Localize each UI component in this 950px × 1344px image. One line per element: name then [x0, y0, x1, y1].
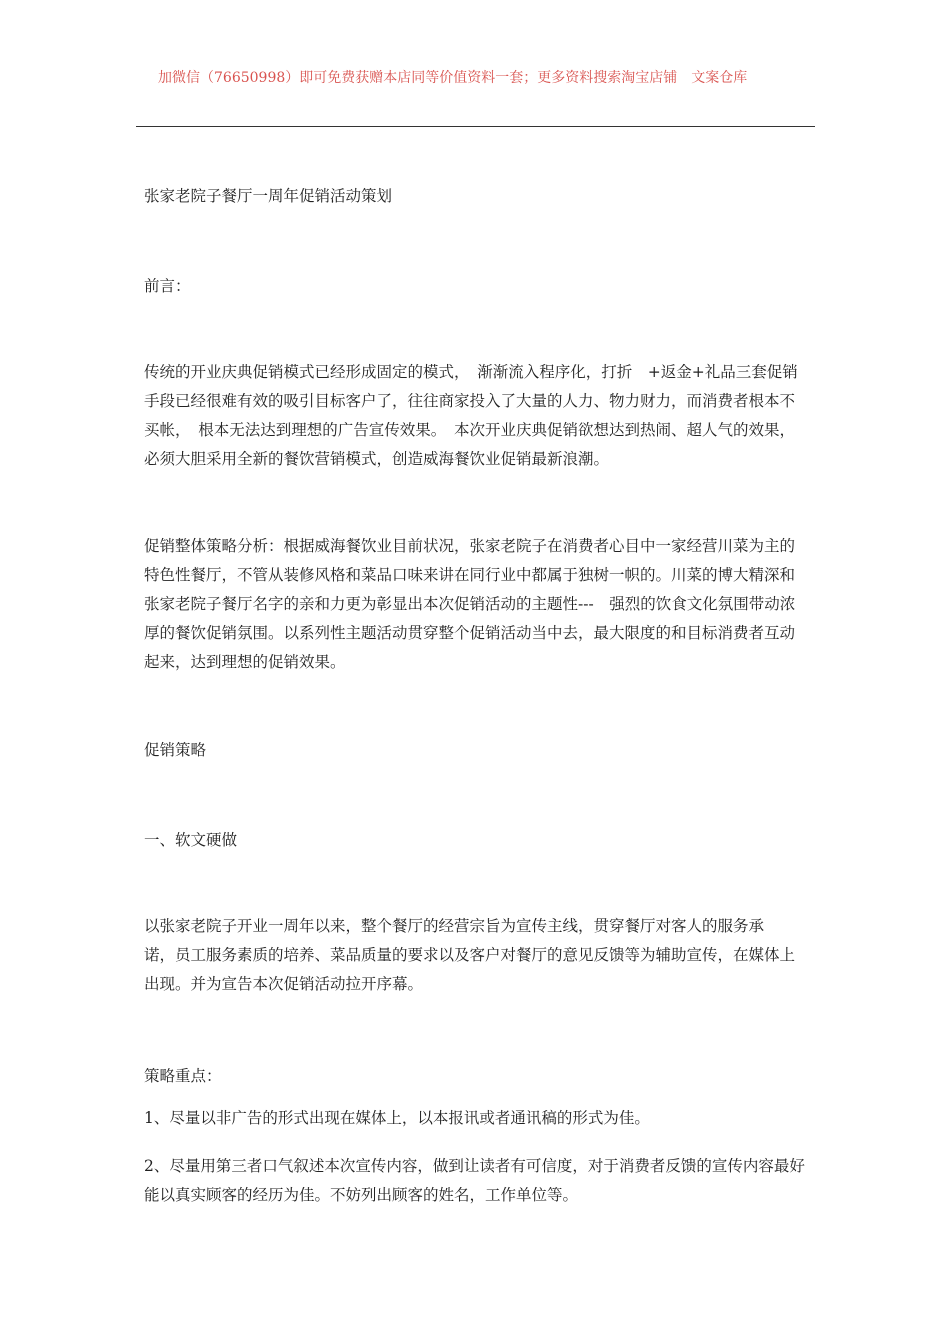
key-point-1: 1、尽量以非广告的形式出现在媒体上，以本报讯或者通讯稿的形式为佳。 — [144, 1109, 650, 1127]
strategy-heading: 促销策略 — [144, 741, 207, 759]
key-points-label: 策略重点： — [144, 1067, 222, 1085]
header-divider — [136, 126, 815, 127]
section-one-heading: 一、软文硬做 — [144, 831, 238, 849]
document-title: 张家老院子餐厅一周年促销活动策划 — [144, 187, 393, 205]
key-point-2: 2、尽量用第三者口气叙述本次宣传内容，做到让读者有可信度，对于消费者反馈的宣传内容最好 能以真实顾客的经历为佳。不妨列出顾客的姓名，工作单位等。 — [144, 1157, 821, 1204]
header-promo-note: 加微信（76650998）即可免费获赠本店同等价值资料一套；更多资料搜索淘宝店铺 文案仓库 — [158, 70, 748, 86]
preface-label: 前言： — [144, 277, 191, 295]
section-one-paragraph: 以张家老院子开业一周年以来，整个餐厅的经营宗旨为宣传主线，贯穿餐厅对客人的服务承 诺，员工服务素质的培养、菜品质量的要求以及客户对餐厅的意见反馈等为辅助宣传，在媒体上出现。并为宣告本次促销活动拉开序幕。 — [144, 917, 796, 993]
strategy-analysis-paragraph: 促销整体策略分析：根据威海餐饮业目前状况，张家老院子在消费者心目中一家经营川菜为主的特色性餐厅，不管从装修风格和菜品口味来讲在同行业中都属于独树一帜的。川菜的博大精深和张家老院子餐厅名字的亲和力更为彰显出本次促销活动的主题性--- 强烈的饮食文化氛围带动浓厚的餐饮促销氛围。以系列性主题活动贯穿整个促销活动当中去，最大限度的和目标消费者互动起来，达到理想的促销效果。 — [144, 537, 796, 671]
preface-paragraph: 传统的开业庆典促销模式已经形成固定的模式， 渐渐流入程序化，打折 +返金+礼品三套促销手段已经很难有效的吸引目标客户了，往往商家投入了大量的人力、物力财力，而消费者根本不买帐， 根本无法达到理想的广告宣传效果。 本次开业庆典促销欲想达到热闹、超人气的效果，必须大胆采用全新的餐饮营销模式，创造威海餐饮业促销最新浪潮。 — [144, 363, 798, 468]
